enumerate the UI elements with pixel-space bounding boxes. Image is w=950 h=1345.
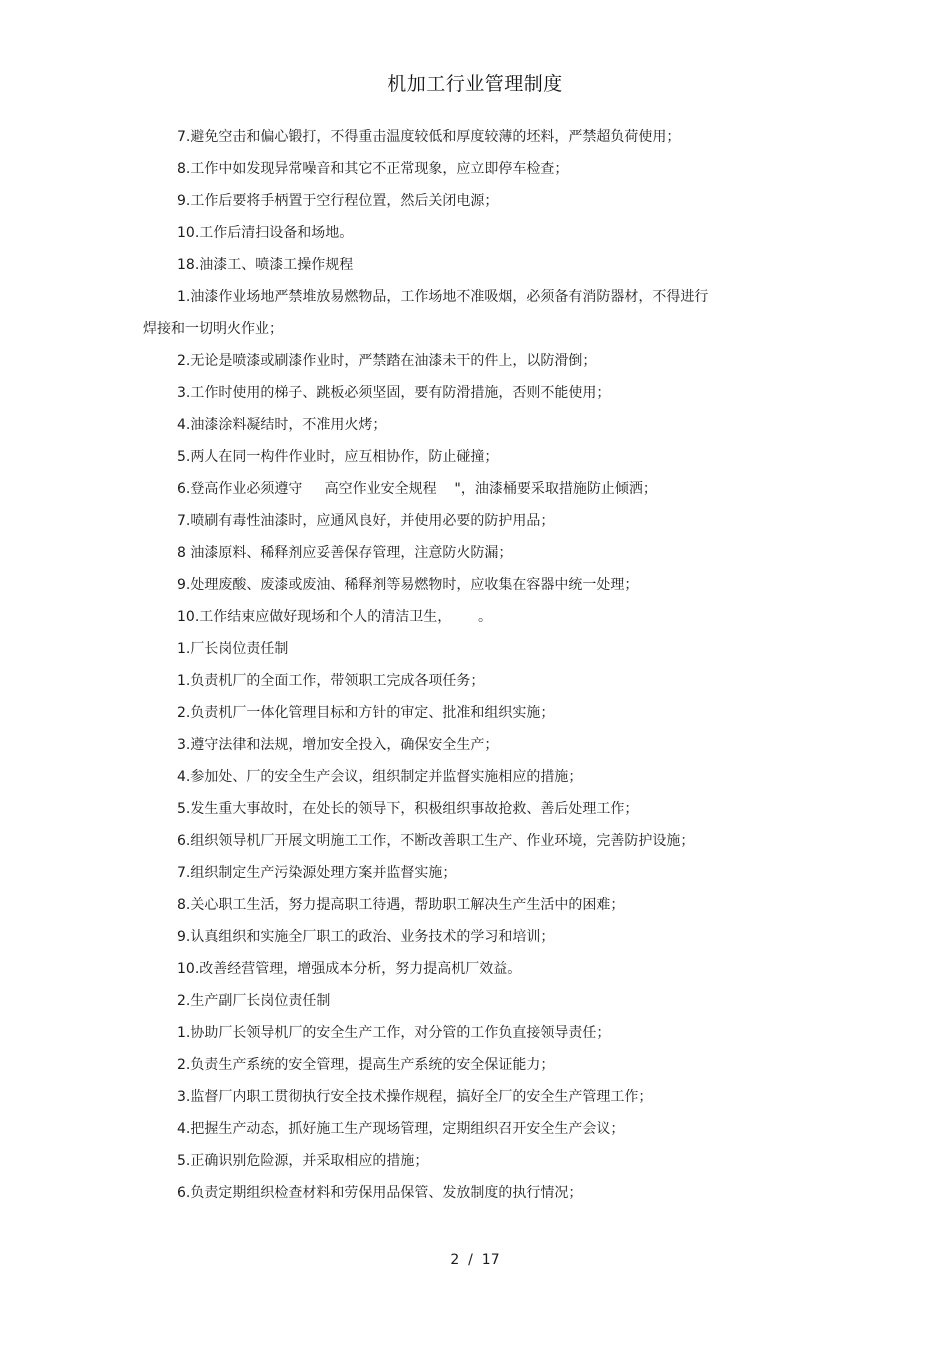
section-heading: 2.生产副厂长岗位责任制 <box>177 993 331 1009</box>
paragraph-line: 1.油漆作业场地严禁堆放易燃物品，工作场地不准吸烟，必须备有消防器材，不得进行 <box>177 289 709 305</box>
paragraph-line: 8.工作中如发现异常噪音和其它不正常现象，应立即停车检查； <box>177 161 569 177</box>
paragraph-line: 3.监督厂内职工贯彻执行安全技术操作规程，搞好全厂的安全生产管理工作； <box>177 1089 653 1105</box>
paragraph-line: 7.避免空击和偏心锻打，不得重击温度较低和厚度较薄的坯料，严禁超负荷使用； <box>177 129 681 145</box>
paragraph-line: 8 油漆原料、稀释剂应妥善保存管理，注意防火防漏； <box>177 545 513 561</box>
paragraph-line: 3.工作时使用的梯子、跳板必须坚固，要有防滑措施，否则不能使用； <box>177 385 611 401</box>
paragraph-line: 5.正确识别危险源，并采取相应的措施； <box>177 1153 429 1169</box>
paragraph-line: 4.把握生产动态，抓好施工生产现场管理，定期组织召开安全生产会议； <box>177 1121 625 1137</box>
paragraph-line: 9.认真组织和实施全厂职工的政治、业务技术的学习和培训； <box>177 929 555 945</box>
paragraph-line: 5.发生重大事故时，在处长的领导下，积极组织事故抢救、善后处理工作； <box>177 801 639 817</box>
paragraph-line: 7.组织制定生产污染源处理方案并监督实施； <box>177 865 457 881</box>
section-heading: 1.厂长岗位责任制 <box>177 641 289 657</box>
paragraph-line: 3.遵守法律和法规，增加安全投入，确保安全生产； <box>177 737 499 753</box>
paragraph-line: 9.处理废酸、废漆或废油、稀释剂等易燃物时，应收集在容器中统一处理； <box>177 577 639 593</box>
paragraph-line: 10.工作后清扫设备和场地。 <box>177 225 354 241</box>
paragraph-line: 2.无论是喷漆或刷漆作业时，严禁踏在油漆未干的件上，以防滑倒； <box>177 353 597 369</box>
paragraph-line: 8.关心职工生活，努力提高职工待遇，帮助职工解决生产生活中的困难； <box>177 897 625 913</box>
paragraph-line: 1.负责机厂的全面工作，带领职工完成各项任务； <box>177 673 485 689</box>
paragraph-line: 10.工作结束应做好现场和个人的清洁卫生， 。 <box>177 609 492 625</box>
section-heading: 18.油漆工、喷漆工操作规程 <box>177 257 354 273</box>
page-number: 2 / 17 <box>450 1252 500 1268</box>
paragraph-line: 4.油漆涂料凝结时，不准用火烤； <box>177 417 387 433</box>
document-body <box>143 121 783 1209</box>
paragraph-line: 1.协助厂长领导机厂的安全生产工作，对分管的工作负直接领导责任； <box>177 1025 611 1041</box>
paragraph-line: 2.负责生产系统的安全管理，提高生产系统的安全保证能力； <box>177 1057 555 1073</box>
paragraph-line: 10.改善经营管理，增强成本分析，努力提高机厂效益。 <box>177 961 522 977</box>
paragraph-line: 6.登高作业必须遵守 高空作业安全规程 "，油漆桶要采取措施防止倾洒； <box>177 481 657 497</box>
paragraph-line: 2.负责机厂一体化管理目标和方针的审定、批准和组织实施； <box>177 705 555 721</box>
paragraph-line: 6.组织领导机厂开展文明施工工作，不断改善职工生产、作业环境，完善防护设施； <box>177 833 695 849</box>
paragraph-line: 7.喷刷有毒性油漆时，应通风良好，并使用必要的防护用品； <box>177 513 555 529</box>
paragraph-line: 9.工作后要将手柄置于空行程位置，然后关闭电源； <box>177 193 499 209</box>
paragraph-line: 5.两人在同一构件作业时，应互相协作，防止碰撞； <box>177 449 499 465</box>
paragraph-line: 6.负责定期组织检查材料和劳保用品保管、发放制度的执行情况； <box>177 1185 583 1201</box>
paragraph-line-continuation: 焊接和一切明火作业； <box>143 321 283 337</box>
page-title: 机加工行业管理制度 <box>387 73 563 95</box>
paragraph-line: 4.参加处、厂的安全生产会议，组织制定并监督实施相应的措施； <box>177 769 583 785</box>
